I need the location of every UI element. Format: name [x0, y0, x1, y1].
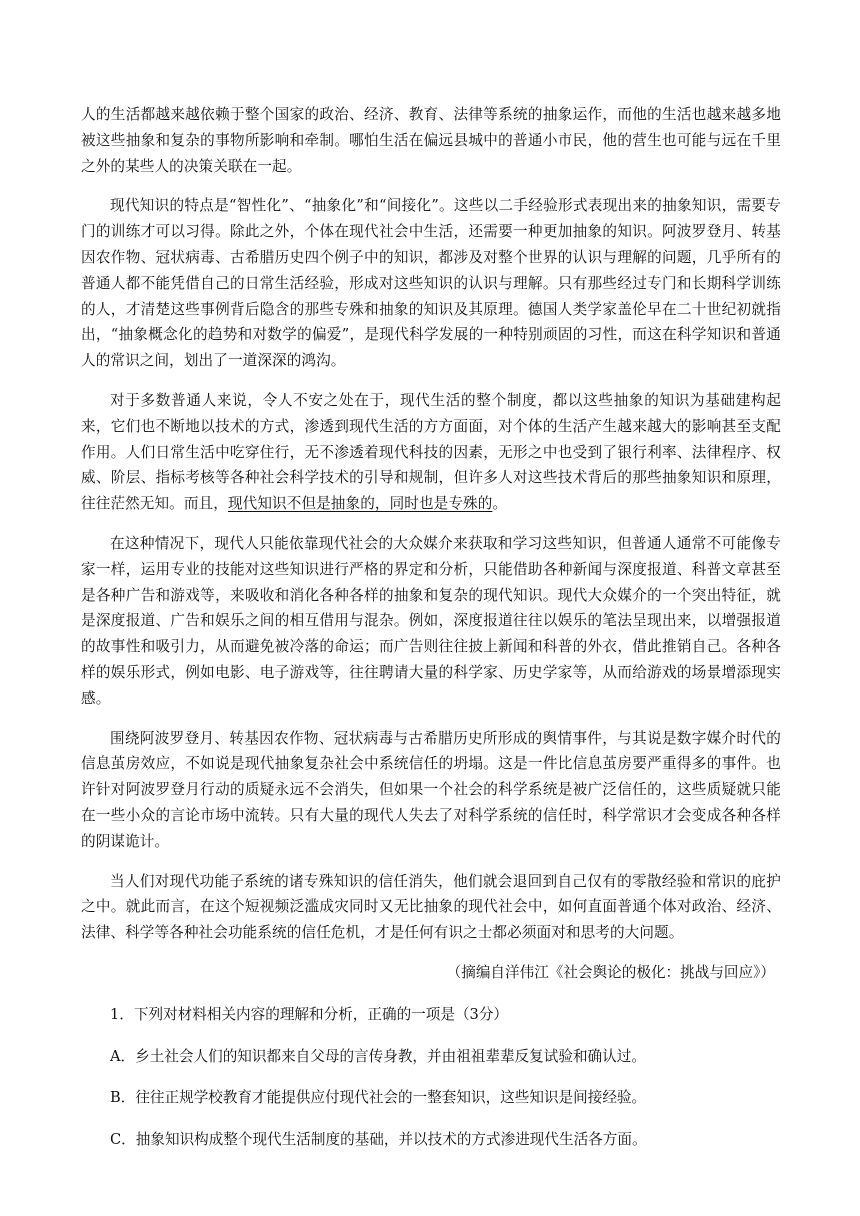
option-c: C．抽象知识构成整个现代生活制度的基础，并以技术的方式渗进现代生活各方面。 [110, 1131, 647, 1149]
paragraph-6: 当人们对现代功能子系统的诸专殊知识的信任消失，他们就会退回到自己仅有的零散经验和常识的庇护之中。就此而言，在这个短视频泛滥成灾同时又无比抽象的现代社会中，如何直面普通个体对政治、经济、法律、科学等各种社会功能系统的信任危机，才是任何有识之士都必须面对和思考的大问题。 [81, 872, 781, 942]
paragraph-5: 围绕阿波罗登月、转基因农作物、冠状病毒与古希腊历史所形成的舆情事件，与其说是数字媒介时代的信息茧房效应，不如说是现代抽象复杂社会中系统信任的坍塌。这是一件比信息茧房要严重得多的事件。也许针对阿波罗登月行动的质疑永远不会消失，但如果一个社会的科学系统是被广泛信任的，这些质疑就只能在一些小众的言论市场中流转。只有大量的现代人失去了对科学系统的信任时，科学常识才会变成各种各样的阴谋诡计。 [81, 729, 781, 850]
paragraph-3 [81, 388, 781, 517]
paragraph-2: 现代知识的特点是“智性化”、“抽象化”和“间接化”。这些以二手经验形式表现出来的抽象知识，需要专门的训练才可以习得。除此之外，个体在现代社会中生活，还需要一种更加抽象的知识。阿波罗登月、转基因农作物、冠状病毒、古希腊历史四个例子中的知识，都涉及对整个世界的认识与理解的问题，几乎所有的普通人都不能凭借自己的日常生活经验，形成对这些知识的认识与理解。只有那些经过专门和长期科学训练的人，才清楚这些事例背后隐含的那些专殊和抽象的知识及其原理。德国人类学家盖伦早在二十世纪初就指出，“抽象概念化的趋势和对数学的偏爱”，是现代科学发展的一种特别顽固的习性，而这在科学知识和普通人的常识之间，划出了一道深深的鸿沟。 [81, 197, 781, 370]
paragraph-4: 在这种情况下，现代人只能依靠现代社会的大众媒介来获取和学习这些知识，但普通人通常不可能像专家一样，运用专业的技能对这些知识进行严格的界定和分析，只能借助各种新闻与深度报道、科普文章甚至是各种广告和游戏等，来吸收和消化各种各样的抽象和复杂的现代知识。现代大众媒介的一个突出特征，就是深度报道、广告和娱乐之间的相互借用与混杂。例如，深度报道往往以娱乐的笔法呈现出来，以增强报道的故事性和吸引力，从而避免被冷落的命运；而广告则往往披上新闻和科普的外衣，借此推销自己。各种各样的娱乐形式，例如电影、电子游戏等，往往聘请大量的科学家、历史学家等，从而给游戏的场景增添现实感。 [81, 534, 781, 707]
document-page [81, 102, 781, 1153]
paragraph-3-end: 。 [492, 495, 508, 513]
underlined-sentence: 现代知识不但是抽象的，同时也是专殊的 [227, 495, 493, 513]
paragraph-3-text: 对于多数普通人来说，令人不安之处在于，现代生活的整个制度，都以这些抽象的知识为基础建构起来，它们也不断地以技术的方式，渗透到现代生活的方方面面，对个体的生活产生越来越大的影响甚至支配作用。人们日常生活中吃穿住行，无不渗透着现代科技的因素，无形之中也受到了银行利率、法律程序、权威、阶层、指标考核等各种社会科学技术的引导和规制，但许多人对这些技术背后的那些抽象知识和原理，往往茫然无知。而且， [81, 391, 781, 513]
question-stem: 1．下列对材料相关内容的理解和分析，正确的一项是（3分） [110, 1005, 509, 1023]
paragraph-1: 人的生活都越来越依赖于整个国家的政治、经济、教育、法律等系统的抽象运作，而他的生活也越来越多地被这些抽象和复杂的事物所影响和牵制。哪怕生活在偏远县城中的普通小市民，他的营生也可能与远在千里之外的某些人的决策关联在一起。 [81, 106, 781, 175]
option-a: A．乡土社会人们的知识都来自父母的言传身教，并由祖祖辈辈反复试验和确认过。 [110, 1047, 646, 1065]
source-citation: （摘编自洋伟江《社会舆论的极化：挑战与回应》） [446, 963, 775, 981]
option-b: B．往往正规学校教育才能提供应付现代社会的一整套知识，这些知识是间接经验。 [110, 1089, 647, 1107]
